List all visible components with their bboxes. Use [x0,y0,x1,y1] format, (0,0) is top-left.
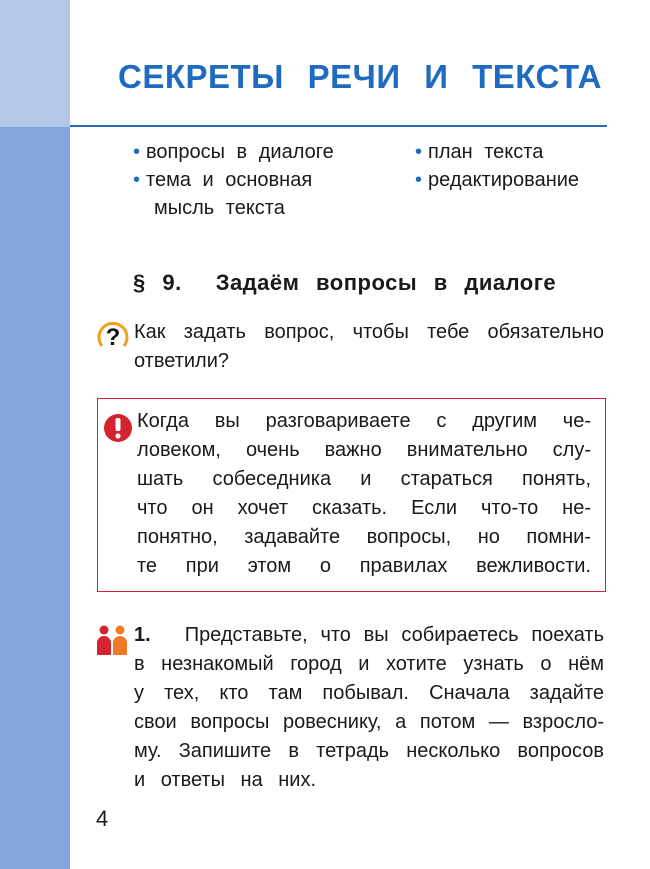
title-divider [70,125,607,127]
page-number: 4 [96,806,109,831]
chapter-title: СЕКРЕТЫ РЕЧИ И ТЕКСТА [118,58,602,95]
topics-left [133,138,334,222]
topic-item: • тема и основная [133,169,313,191]
pair-work-icon [96,625,128,655]
section-heading: § 9. Задаём вопросы в диалоге [133,270,557,295]
margin-band-top [0,0,70,127]
exercise-text: 1. Представьте, что вы собираетесь поехать в незнакомый город и хотите узнать о нём у тех, кто там побывал. Сначала задайте свои вопросы ровеснику, а потом — взросло- му. Запишите в тетрадь несколько вопросов и ответы на них. [134,624,604,791]
margin-band [0,127,70,869]
question-icon [96,318,130,352]
topic-item: мысль текста [154,197,285,219]
topic-item: • план текста [415,141,544,163]
topic-item: • вопросы в диалоге [133,141,334,163]
topics-right [415,138,579,194]
rule-text: Когда вы разговариваете с другим че- ловеком, очень важно внимательно слу- шать собеседника и стараться понять, что он хочет сказать. Если что-то не- понятно, задавайте вопросы, но помни- те при этом о правилах вежливости. [137,410,591,577]
topic-item: • редактирование [415,169,580,191]
question-text: Как задать вопрос, чтобы тебе обязательно ответили? [134,321,604,372]
svg-text:?: ? [105,324,121,351]
exclamation-icon [103,413,133,443]
